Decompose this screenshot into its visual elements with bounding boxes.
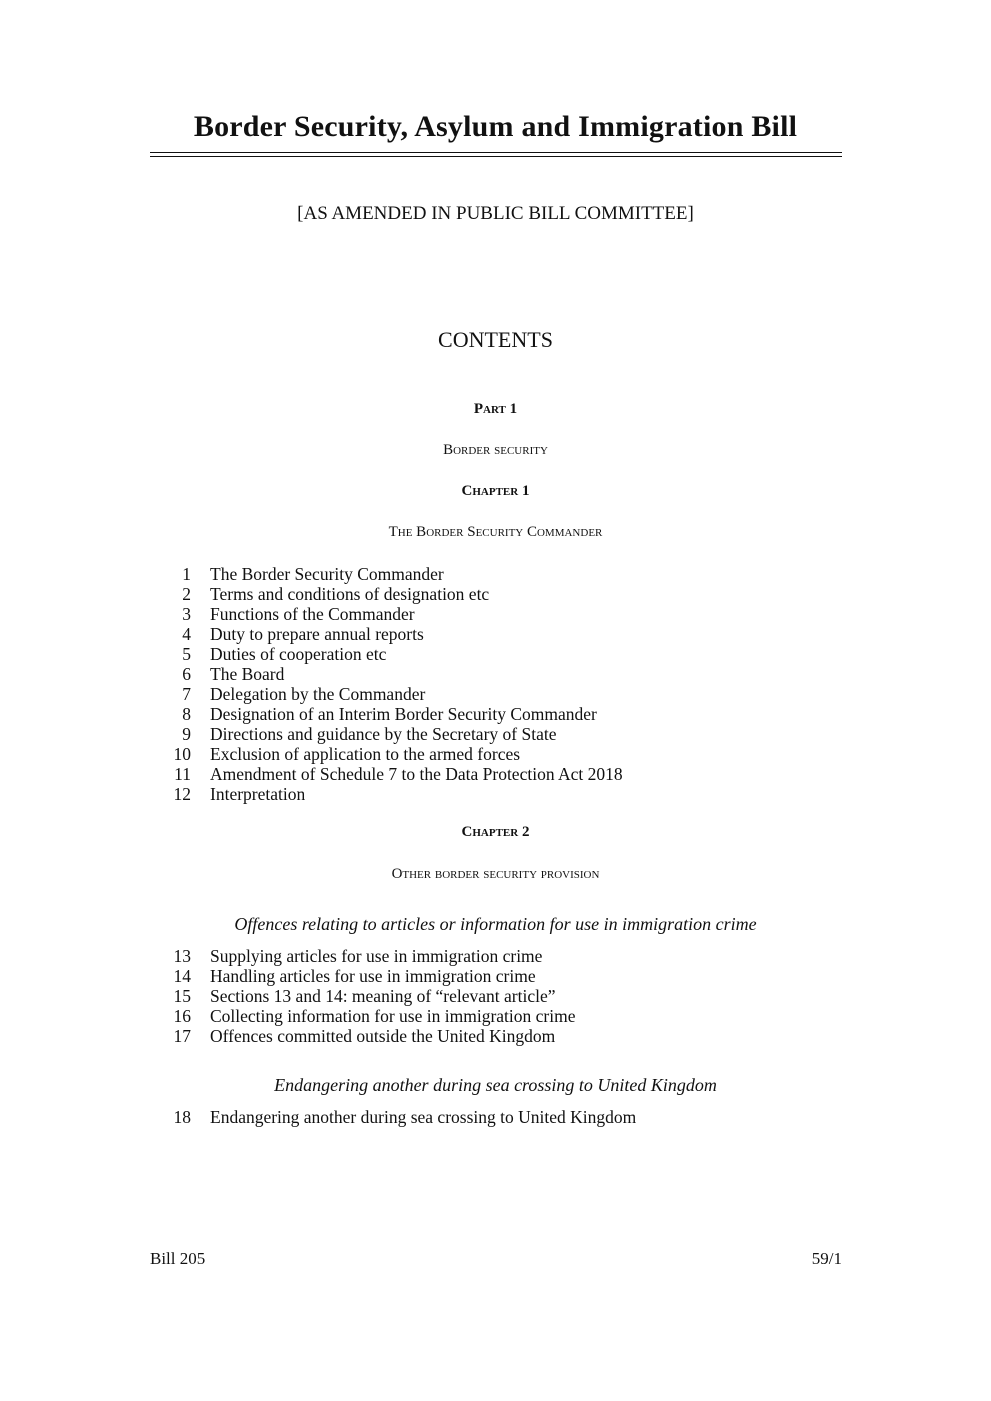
print-reference: 59/1: [811, 1249, 842, 1268]
contents-heading: CONTENTS: [438, 327, 553, 352]
toc-entry[interactable]: [150, 1026, 842, 1046]
toc-entry[interactable]: [150, 724, 842, 744]
section-number: 9: [182, 724, 191, 744]
section-title: Endangering another during sea crossing to United Kingdom: [210, 1107, 637, 1127]
section-number: 7: [182, 684, 191, 704]
section-title: Duties of cooperation etc: [210, 644, 387, 664]
section-title: Collecting information for use in immigration crime: [210, 1006, 576, 1026]
toc-entry[interactable]: [150, 564, 842, 584]
part-name: Border security: [443, 442, 548, 458]
cross-heading-sea-crossing: Endangering another during sea crossing to United Kingdom: [274, 1075, 717, 1095]
bill-title: Border Security, Asylum and Immigration Bill: [193, 110, 798, 143]
title-rule-bottom: [150, 156, 842, 157]
section-title: Offences committed outside the United Kingdom: [210, 1026, 556, 1046]
section-number: 15: [173, 986, 191, 1006]
section-number: 3: [182, 604, 191, 624]
section-title: Functions of the Commander: [210, 604, 415, 624]
section-title: Interpretation: [210, 784, 306, 804]
section-title: The Board: [210, 664, 285, 684]
section-title: Sections 13 and 14: meaning of “relevant article”: [210, 986, 556, 1006]
toc-entry[interactable]: [150, 946, 842, 966]
section-title: Designation of an Interim Border Security Commander: [210, 704, 597, 724]
cross-heading-offences: Offences relating to articles or information for use in immigration crime: [234, 914, 757, 934]
section-title: Terms and conditions of designation etc: [210, 584, 490, 604]
toc-entry[interactable]: [150, 684, 842, 704]
chapter1-name: The Border Security Commander: [388, 524, 603, 540]
part-label: Part 1: [473, 401, 518, 417]
toc-entry[interactable]: [150, 624, 842, 644]
toc-entry[interactable]: [150, 966, 842, 986]
chapter2-sea-crossing-toc-list: [150, 1107, 842, 1127]
section-number: 13: [173, 946, 191, 966]
section-title: Exclusion of application to the armed forces: [210, 744, 521, 764]
toc-entry[interactable]: [150, 604, 842, 624]
toc-entry[interactable]: [150, 584, 842, 604]
section-number: 5: [182, 644, 191, 664]
section-number: 12: [173, 784, 191, 804]
section-number: 8: [182, 704, 191, 724]
section-title: Handling articles for use in immigration crime: [210, 966, 536, 986]
toc-entry[interactable]: [150, 664, 842, 684]
bill-status-subtitle: [AS AMENDED IN PUBLIC BILL COMMITTEE]: [297, 203, 694, 224]
chapter2-offences-toc-list: [150, 946, 842, 1046]
toc-entry[interactable]: [150, 704, 842, 724]
section-number: 18: [173, 1107, 191, 1127]
section-title: Amendment of Schedule 7 to the Data Protection Act 2018: [210, 764, 623, 784]
section-number: 1: [182, 564, 191, 584]
bill-number: Bill 205: [150, 1249, 206, 1268]
toc-entry[interactable]: [150, 784, 842, 804]
toc-entry[interactable]: [150, 1006, 842, 1026]
chapter1-toc-list: [150, 564, 842, 804]
section-number: 11: [174, 764, 191, 784]
toc-entry[interactable]: [150, 764, 842, 784]
section-title: Delegation by the Commander: [210, 684, 426, 704]
section-title: Directions and guidance by the Secretary of State: [210, 724, 557, 744]
section-number: 10: [173, 744, 191, 764]
section-title: Duty to prepare annual reports: [210, 624, 424, 644]
section-number: 4: [182, 624, 191, 644]
section-number: 6: [182, 664, 191, 684]
toc-entry[interactable]: [150, 744, 842, 764]
title-rule-top: [150, 152, 842, 153]
section-title: The Border Security Commander: [210, 564, 444, 584]
section-number: 14: [173, 966, 191, 986]
section-title: Supplying articles for use in immigration crime: [210, 946, 543, 966]
chapter1-label: Chapter 1: [461, 483, 530, 499]
toc-entry[interactable]: [150, 986, 842, 1006]
toc-entry[interactable]: [150, 644, 842, 664]
chapter2-label: Chapter 2: [461, 824, 530, 840]
section-number: 16: [173, 1006, 191, 1026]
section-number: 17: [173, 1026, 191, 1046]
section-number: 2: [182, 584, 191, 604]
toc-entry[interactable]: [150, 1107, 842, 1127]
chapter2-name: Other border security provision: [391, 866, 600, 882]
